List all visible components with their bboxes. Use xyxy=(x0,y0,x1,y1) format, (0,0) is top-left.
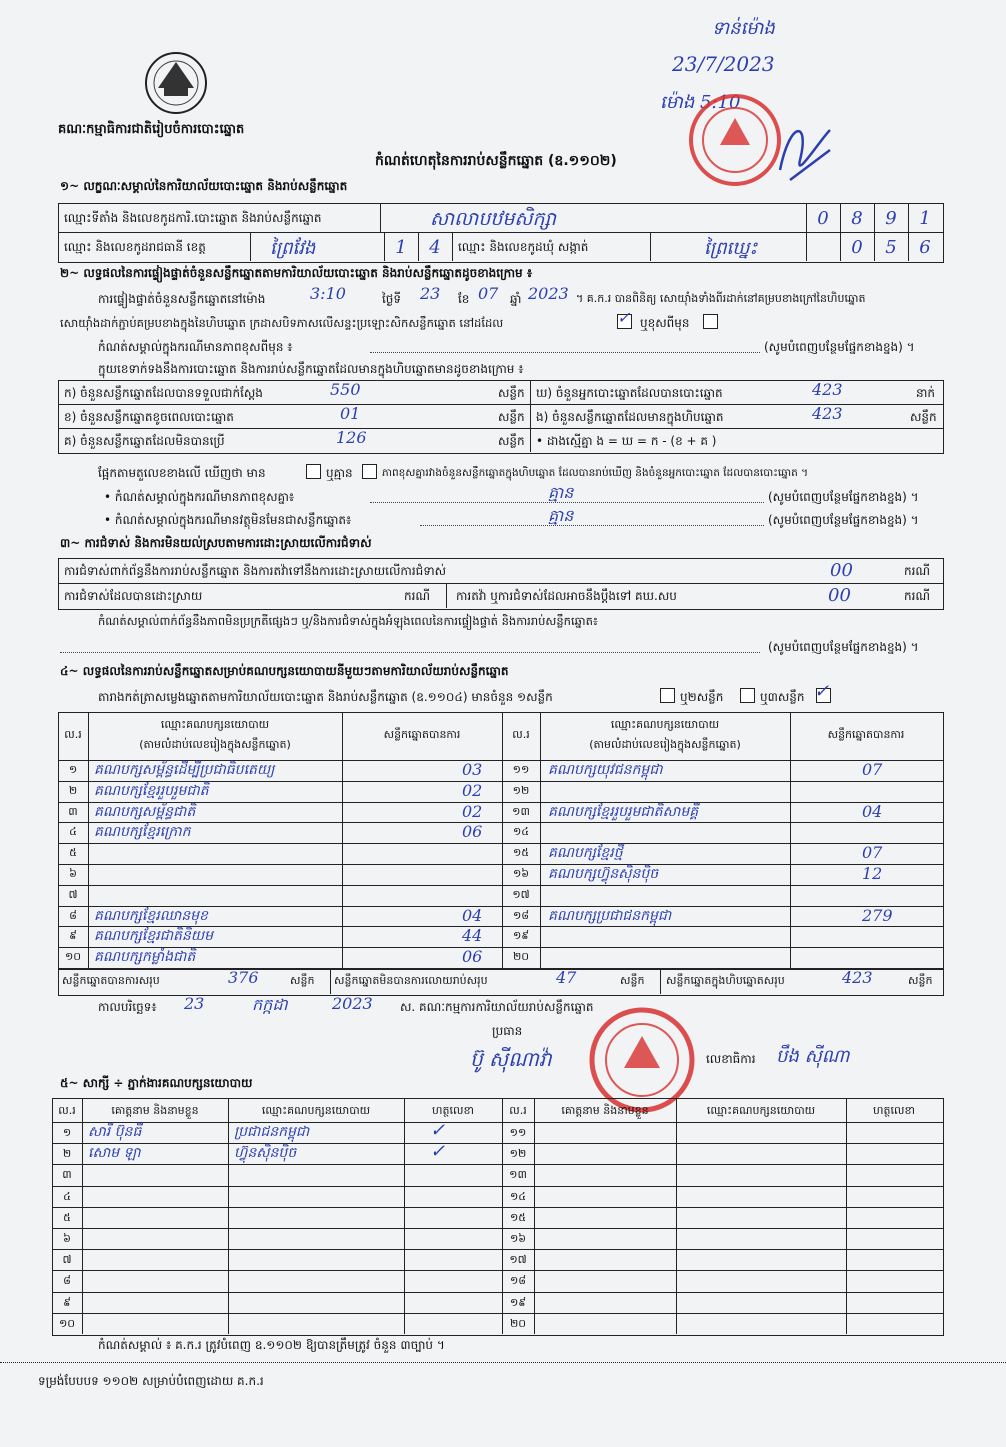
secretary-label: លេខាធិការ xyxy=(706,1052,756,1066)
witness-row-line xyxy=(52,1143,944,1144)
row-kh-label: ខ) ចំនួនសន្លឹកឆ្នោតខូចពេលបោះឆ្នោត xyxy=(64,410,234,424)
objection-row2-mid: ការតវ៉ា ឬការជំទាស់ដែលអាចនឹងប្តឹងទៅ គឃ.សប xyxy=(456,589,677,603)
result-row-no: ១០ xyxy=(64,950,82,964)
row-k-label: ក) ចំនួនសន្លឹកឆ្នោតដែលបានទទួលជាក់ស្តែង xyxy=(64,386,263,400)
total-box-label: សន្លឹកឆ្នោតក្នុងហិបឆ្នោតសរុប xyxy=(666,974,785,987)
station-code-4: 1 xyxy=(919,208,931,229)
form-title: កំណត់ហេតុនៃការរាប់សន្លឹកឆ្នោត (ឧ.១១០២) xyxy=(375,153,617,169)
witness-row-line xyxy=(52,1186,944,1187)
witness-row-no: ១១ xyxy=(509,1126,527,1139)
row-ng-value: 423 xyxy=(812,404,843,423)
chair-signature-name: ប៊ូ ស៊ីណាវ៉ា xyxy=(470,1047,552,1071)
row-kh-unit: សន្លឹក xyxy=(498,410,525,424)
totals-row xyxy=(58,968,944,996)
fill-note-3: (សូមបំពេញបន្ថែមផ្នែកខាងខ្នង) ។ xyxy=(768,513,919,527)
date-label: កាលបរិច្ឆេទ៖ xyxy=(98,1000,157,1014)
received-stamp-text: ទាន់ម៉ោង xyxy=(712,18,775,39)
witness-row-no: ១៦ xyxy=(509,1232,527,1245)
result-row-no: ២ xyxy=(68,783,78,797)
result-row-votes: 06 xyxy=(462,822,483,842)
diff-checkbox[interactable] xyxy=(703,314,718,329)
witness-col-party-left: ឈ្មោះគណបក្សនយោបាយ xyxy=(261,1104,371,1117)
witness-row-line xyxy=(52,1164,944,1165)
row-g-label: គ) ចំនួនសន្លឹកឆ្នោតដែលមិនបានប្រើ xyxy=(64,434,225,448)
received-time: ម៉ោង 5:10 xyxy=(660,92,741,113)
no-diff-checkbox[interactable] xyxy=(362,464,377,479)
section4-heading: ៤~ លទ្ធផលនៃការរាប់សន្លឹកឆ្នោតសម្រាប់គណបក្សនយោបាយនីមួយៗតាមការិយាល័យរាប់សន្លឹកឆ្នោត xyxy=(60,664,509,678)
witness-col-no-left: ល.រ xyxy=(58,1104,76,1117)
total-invalid-value: 47 xyxy=(556,968,577,987)
witness-row-no: ៦ xyxy=(63,1232,71,1245)
total-valid-unit: សន្លឹក xyxy=(290,974,315,987)
total-box-unit: សន្លឹក xyxy=(908,974,933,987)
result-row-votes: 12 xyxy=(862,864,883,883)
row-g-value: 126 xyxy=(336,428,367,447)
total-invalid-unit: សន្លឹក xyxy=(620,974,645,987)
row-g-unit: សន្លឹក xyxy=(498,434,525,448)
province-code-1: 1 xyxy=(395,237,407,258)
col-votes-left: សន្លឹកឆ្នោតបានការ xyxy=(383,728,461,741)
result-row-no: ៦ xyxy=(69,867,77,880)
commune-label: ឈ្មោះ និងលេខកូដឃុំ សង្កាត់ xyxy=(458,240,589,254)
witness-row-line xyxy=(52,1313,944,1314)
witness-row-line xyxy=(52,1270,944,1271)
result-row-no: ១៧ xyxy=(512,887,530,901)
tally-sheet-line: តារាងកត់ត្រាសម្លេងឆ្នោតតាមការិយាល័យបោះឆ្នោត និងរាប់សន្លឹកឆ្នោត (ឧ.១១០៤) មានចំនួន ១សន្លឹក xyxy=(98,690,553,704)
results-row-line xyxy=(58,843,944,844)
footer-note: កំណត់សម្គាល់ ៖ គ.ក.រ ត្រូវបំពេញ ឧ.១១០២ ឱ្យបានត្រឹមត្រូវ ចំនួន ៣ច្បាប់ ។ xyxy=(98,1338,445,1352)
col-party-sub-left: (តាមលំដាប់លេខរៀងក្នុងសន្លឹកឆ្នោត) xyxy=(139,738,291,751)
witness-col-sign-right: ហត្ថលេខា xyxy=(873,1104,915,1117)
tally-or3: ឬ៣សន្លឹក xyxy=(760,690,805,704)
org-name: គណៈកម្មាធិការជាតិរៀបចំការបោះឆ្នោត xyxy=(58,122,245,137)
result-row-votes: 06 xyxy=(462,947,483,967)
station-code-3: 9 xyxy=(885,208,897,229)
result-row-party: គណបក្សកម្លាំងជាតិ xyxy=(94,949,196,966)
result-row-party: គណបក្សសម្ព័ន្ធដើម្បីប្រជាធិបតេយ្យ xyxy=(94,762,275,778)
result-row-party: គណបក្សខ្មែររួបរួមជាតិ xyxy=(94,782,209,799)
fill-note-4: (សូមបំពេញបន្ថែមផ្នែកខាងខ្នង) ។ xyxy=(768,640,919,654)
witness-table xyxy=(52,1098,944,1336)
province-value: ព្រៃវែង xyxy=(270,238,316,259)
witness-row-no: ៣ xyxy=(62,1168,72,1182)
station-value: សាលាបឋមសិក្សា xyxy=(430,208,556,230)
footer-form-code: ទម្រង់បែបបទ ១១០២ សម្រាប់បំពេញដោយ គ.ក.រ xyxy=(38,1374,264,1388)
witness-col-party-right: ឈ្មោះគណបក្សនយោបាយ xyxy=(706,1104,816,1117)
objection-row1-label: ការជំទាស់ពាក់ព័ន្ធនឹងការរាប់សន្លឹកឆ្នោត និងការតវ៉ាទៅនឹងការដោះស្រាយលើការជំទាស់ xyxy=(64,564,447,578)
date-year: 2023 xyxy=(332,994,373,1013)
note-diff-label: • កំណត់សម្គាល់ក្នុងករណីមានភាពខុសគ្នា៖ xyxy=(104,490,295,504)
verify-line2: សោយ៉ាំងដាក់ភ្ជាប់គម្របខាងក្នុងនៃហិបឆ្នោត ក្រដាសបិទភាសលើសន្ទះប្រឡោះសិកសន្លឹកឆ្នោត នៅដដែល xyxy=(60,316,504,330)
result-row-no: ១ xyxy=(68,763,78,776)
objection-row2-label: ការជំទាស់ដែលបានដោះស្រាយ xyxy=(64,589,203,603)
commune-code-3: 6 xyxy=(919,237,931,258)
verify-time: 3:10 xyxy=(310,284,346,303)
total-box-value: 423 xyxy=(842,968,873,987)
result-row-no: ១៩ xyxy=(512,929,530,943)
result-row-no: ៩ xyxy=(69,929,77,943)
station-code-2: 8 xyxy=(851,208,863,229)
result-row-no: ៣ xyxy=(68,804,78,818)
result-row-party: គណបក្សខ្មែរក្រោក xyxy=(94,824,191,841)
station-label: ឈ្មោះទីតាំង និងលេខកូដការិ.បោះឆ្នោត និងរាប់សន្លឹកឆ្នោត xyxy=(64,211,322,225)
result-row-no: ៤ xyxy=(69,825,77,839)
date-day: 23 xyxy=(184,994,205,1013)
result-row-votes: 07 xyxy=(862,843,883,863)
witness-row-no: ៨ xyxy=(63,1274,71,1288)
result-row-party: គណបក្សហ៊្វុនស៊ិនប៉ិច xyxy=(548,866,659,882)
result-row-votes: 279 xyxy=(862,905,893,925)
result-row-votes: 03 xyxy=(462,760,483,779)
row-kh-value: 01 xyxy=(340,404,361,423)
witness-row-no: ៤ xyxy=(63,1189,71,1203)
result-row-votes: 04 xyxy=(462,905,483,925)
witness-row-line xyxy=(52,1249,944,1250)
witness-row-signature: ✓ xyxy=(430,1120,446,1141)
result-row-no: ១១ xyxy=(512,763,530,776)
objection-row2-unit-b: ករណី xyxy=(904,589,931,603)
irregularity-note: កំណត់សម្គាល់ពាក់ព័ន្ធនឹងភាពមិនប្រក្រតីផ្សេងៗ ឬ/និងការជំទាស់ក្នុងអំឡុងពេលនៃការផ្ទៀងផ្ទាត់ និងការរាប់សន្លឹកឆ្នោត៖ xyxy=(98,614,598,628)
col-party-sub-right: (តាមលំដាប់លេខរៀងក្នុងសន្លឹកឆ្នោត) xyxy=(589,738,741,751)
witness-row-no: ២ xyxy=(62,1147,72,1161)
section5-heading: ៥~ សាក្សី ÷ ភ្នាក់ងារគណបក្សនយោបាយ xyxy=(60,1076,253,1090)
row-gh-label: ឃ) ចំនួនអ្នកបោះឆ្នោតដែលបានបោះឆ្នោត xyxy=(536,386,723,400)
result-row-no: ១២ xyxy=(512,783,530,797)
witness-row-no: ១៥ xyxy=(509,1210,527,1224)
col-no-left: ល.រ xyxy=(64,728,82,741)
result-row-party: គណបក្សខ្មែររួបរួមជាតិសាមគ្គី xyxy=(548,803,699,820)
witness-row-party: ហ៊្វុនស៊ិនប៉ិច xyxy=(234,1145,297,1162)
result-row-votes: 02 xyxy=(462,780,483,800)
witness-row-line xyxy=(52,1292,944,1293)
witness-col-sign-left: ហត្ថលេខា xyxy=(432,1104,474,1117)
result-row-no: ៥ xyxy=(69,846,77,860)
col-votes-right: សន្លឹកឆ្នោតបានការ xyxy=(827,728,905,741)
commune-code-2: 5 xyxy=(885,237,897,258)
witness-row-no: ១២ xyxy=(509,1147,527,1161)
witness-row-no: ៩ xyxy=(63,1295,71,1309)
fill-note-2: (សូមបំពេញបន្ថែមផ្នែកខាងខ្នង) ។ xyxy=(768,490,919,504)
has-diff-checkbox[interactable] xyxy=(306,464,321,479)
witness-row-no: ១៨ xyxy=(509,1274,527,1288)
witness-col-name-left: គោត្តនាម និងនាមខ្លួន xyxy=(111,1104,199,1117)
result-row-party: គណបក្សខ្មែរឈានមុខ xyxy=(94,907,208,924)
witness-row-name: សារី ប៊ុនធី xyxy=(88,1124,142,1140)
witness-row-no: ១៧ xyxy=(509,1253,527,1267)
committee-label: ស. គណៈកម្មការការិយាល័យរាប់សន្លឹកឆ្នោត xyxy=(400,1000,594,1014)
witness-col-name-right: គោត្តនាម និងនាមខ្លួន xyxy=(561,1104,649,1117)
compare-or: ឬគ្មាន xyxy=(326,466,353,480)
row-gh-value: 423 xyxy=(812,380,843,399)
verify-day: 23 xyxy=(420,284,441,303)
objection-row2-unit-a: ករណី xyxy=(404,589,431,603)
result-row-no: ៨ xyxy=(69,908,77,922)
witness-row-line xyxy=(52,1207,944,1208)
emblem-logo xyxy=(138,48,214,118)
result-row-no: ១៨ xyxy=(512,908,530,922)
witness-row-no: ១០ xyxy=(58,1316,76,1330)
objection-row1-unit: ករណី xyxy=(904,564,931,578)
results-row-line xyxy=(58,864,944,865)
result-row-votes: 04 xyxy=(862,801,883,821)
tally-3-check-mark: ✓ xyxy=(814,681,830,702)
row-gh-unit: នាក់ xyxy=(916,386,936,400)
verify-year: 2023 xyxy=(528,284,569,303)
witness-row-no: ៧ xyxy=(62,1253,72,1267)
tally-1-checkbox[interactable] xyxy=(660,688,675,703)
commune-value: ព្រៃឃ្នេះ xyxy=(704,238,758,259)
col-no-right: ល.រ xyxy=(512,728,530,741)
row-k-unit: សន្លឹក xyxy=(498,386,525,400)
tally-or2: ឬ២សន្លឹក xyxy=(680,690,724,704)
province-code-2: 4 xyxy=(429,237,441,258)
verify-month: 07 xyxy=(478,284,499,303)
tally-2-checkbox[interactable] xyxy=(740,688,755,703)
chair-label: ប្រធាន xyxy=(492,1024,523,1038)
verify-or-diff: ឬខុសពីមុន xyxy=(640,316,690,330)
row-ng-unit: សន្លឹក xyxy=(910,410,937,424)
formula: • ដាងស្មើគ្នា ង = ឃ = ក - (ខ + គ ) xyxy=(536,434,717,448)
result-row-no: ១៦ xyxy=(512,867,530,880)
witness-col-no-right: ល.រ xyxy=(509,1104,527,1117)
row-k-value: 550 xyxy=(330,380,361,399)
fill-note-1: (សូមបំពេញបន្ថែមផ្នែកខាងខ្នង) ។ xyxy=(764,340,915,354)
compare-line: ផ្អែកតាមតួលេខខាងលើ ឃើញថា មាន xyxy=(98,466,266,480)
result-row-party: គណបក្សប្រជាជនកម្ពុជា xyxy=(548,907,672,924)
secretary-signature-name: បឹង ស៊ីណា xyxy=(776,1046,850,1067)
result-row-votes: 44 xyxy=(462,926,483,946)
section3-heading: ៣~ ការជំទាស់ និងការមិនយល់ស្របតាមការដោះស្រាយលើការជំទាស់ xyxy=(60,536,372,550)
province-label: ឈ្មោះ និងលេខកូដរាជធានី ខេត្ត xyxy=(64,240,206,254)
objection-row2-value: 00 xyxy=(828,585,851,606)
col-party-right: ឈ្មោះគណបក្សនយោបាយ xyxy=(610,718,720,731)
total-invalid-label: សន្លឹកឆ្នោតមិនបានការលោយរាប់សរុប xyxy=(334,974,488,987)
witness-row-no: ១៩ xyxy=(509,1295,527,1309)
ballot-info-label: ក្នុយខេទាក់ទងនឹងការបោះឆ្នោត និងការរាប់សន្លឹកឆ្នោតដែលមានក្នុងហិបឆ្នោតមានដូចខាងក្រោម ៖ xyxy=(98,362,524,376)
station-code-1: 0 xyxy=(817,208,829,229)
witness-row-no: ២០ xyxy=(509,1316,527,1330)
witness-row-no: ៥ xyxy=(63,1210,71,1224)
date-month: កក្កដា xyxy=(252,995,288,1014)
witness-row-no: ១ xyxy=(62,1126,72,1139)
verify-line-start: ការផ្ទៀងផ្ទាត់ចំនួនសន្លឹកឆ្នោតនៅម៉ោង xyxy=(98,292,266,306)
result-row-party: គណបក្សសម្ព័ន្ធជាតិ xyxy=(94,803,196,820)
compare-tail: ភាពខុសគ្នារវាងចំនួនសន្លឹកឆ្នោតក្នុងហិបឆ្នោត ដែលបានរាប់ឃើញ និងចំនួនអ្នកបោះឆ្នោត ដែលបានបោះឆ្នោត ។ xyxy=(382,467,809,479)
total-valid-label: សន្លឹកឆ្នោតបានការសរុប xyxy=(62,974,160,987)
result-row-no: ៧ xyxy=(68,887,78,901)
total-valid-value: 376 xyxy=(228,968,259,987)
result-row-no: ១៥ xyxy=(512,846,530,860)
verify-month-label: ខែ xyxy=(458,292,470,306)
result-row-party: គណបក្សខ្មែរថ្មី xyxy=(548,845,623,862)
witness-row-party: ប្រជាជនកម្ពុជា xyxy=(234,1124,310,1140)
witness-row-no: ១៤ xyxy=(509,1189,527,1203)
witness-row-line xyxy=(52,1228,944,1229)
results-row-line xyxy=(58,885,944,886)
note-invalid-label: • កំណត់សម្គាល់ក្នុងករណីមានវត្ថុមិនមែនជាសន្លឹកឆ្នោត៖ xyxy=(104,513,352,527)
result-row-no: ១៤ xyxy=(512,825,530,839)
verify-day-label: ថ្ងៃទី xyxy=(382,292,402,306)
objection-row1-value: 00 xyxy=(830,560,853,581)
note-diff-value: គ្មាន xyxy=(548,483,574,502)
result-row-no: ២០ xyxy=(512,950,530,964)
section2-heading: ២~ លទ្ធផលនៃការផ្ទៀងផ្ទាត់ចំនួនសន្លឹកឆ្នោតតាមការិយាល័យបោះឆ្នោត និងរាប់សន្លឹកឆ្នោតដូចខាងក្រោម ៖ xyxy=(60,266,533,280)
verify-line-end: ។ គ.ក.រ បានពិនិត្យ សោយ៉ាំងទាំងពីរដាក់នៅគម្របខាងក្រៅនៃហិបឆ្នោត xyxy=(576,292,866,305)
diff-note-label: កំណត់សម្គាល់ក្នុងករណីមានភាពខុសពីមុន ៖ xyxy=(98,340,293,354)
col-party-left: ឈ្មោះគណបក្សនយោបាយ xyxy=(160,718,270,731)
same-check-mark: ✓ xyxy=(617,308,631,327)
result-row-party: គណបក្សខ្មែរជាតិនិយម xyxy=(94,928,214,945)
witness-row-signature: ✓ xyxy=(430,1141,446,1163)
row-ng-label: ង) ចំនួនសន្លឹកឆ្នោតដែលមានក្នុងហិបឆ្នោត xyxy=(536,410,724,424)
verify-year-label: ឆ្នាំ xyxy=(510,292,522,306)
witness-row-name: សោម ឡា xyxy=(88,1145,141,1162)
commune-code-1: 0 xyxy=(851,237,863,258)
section1-heading: ១~ លក្ខណៈសម្គាល់នៃការិយាល័យបោះឆ្នោត និងរាប់សន្លឹកឆ្នោត xyxy=(60,179,348,193)
result-row-votes: 07 xyxy=(862,760,883,779)
signature-top xyxy=(770,110,840,190)
note-invalid-value: គ្មាន xyxy=(548,506,574,525)
result-row-votes: 02 xyxy=(462,801,483,821)
witness-row-no: ១៣ xyxy=(509,1168,527,1182)
received-date: 23/7/2023 xyxy=(672,52,775,76)
result-row-no: ១៣ xyxy=(512,804,530,818)
result-row-party: គណបក្សយុវជនកម្ពុជា xyxy=(548,762,663,778)
